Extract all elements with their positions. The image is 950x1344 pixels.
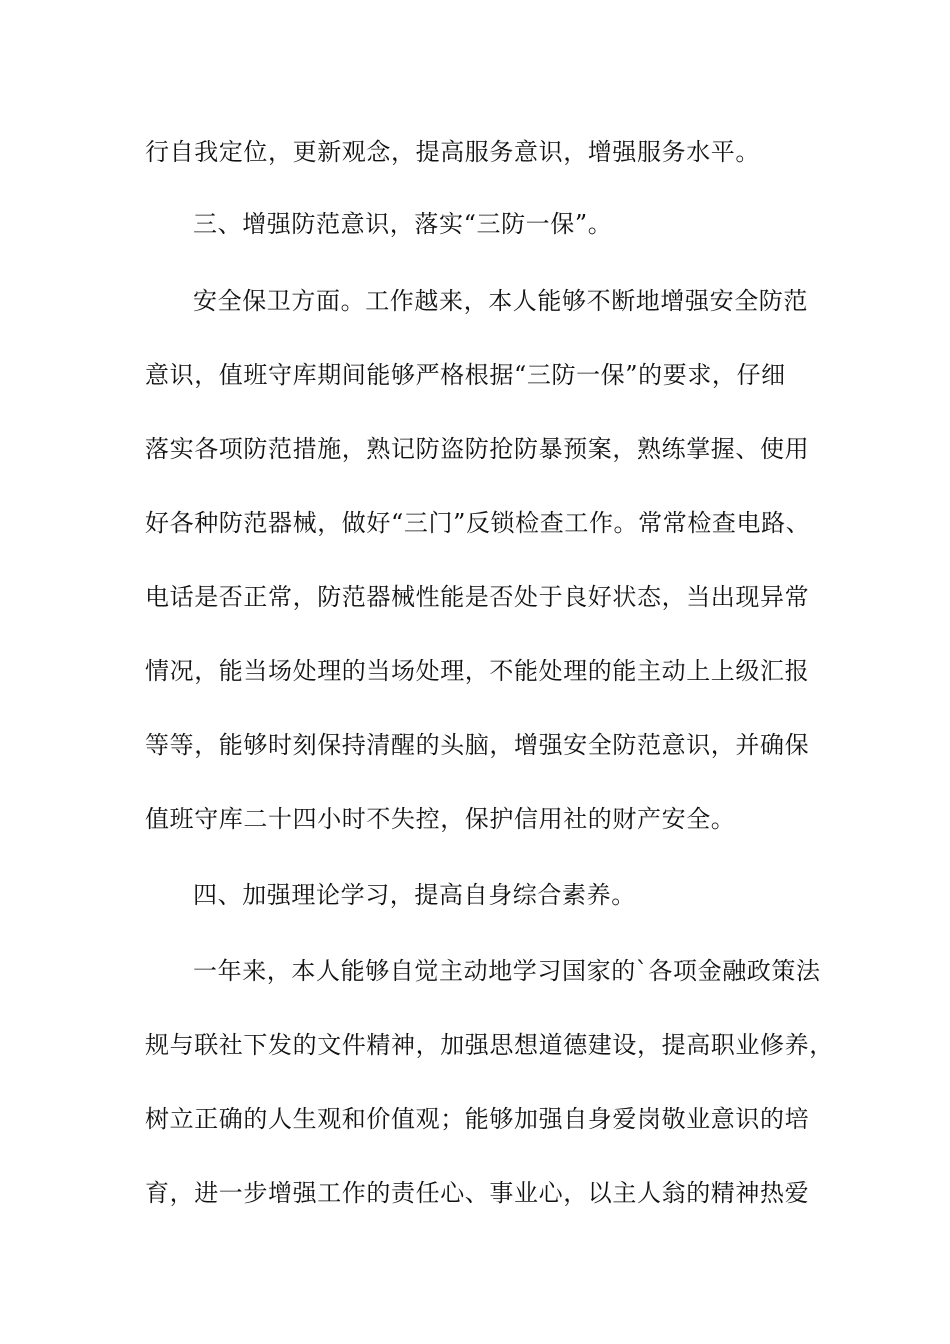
text-line: 安全保卫方面。工作越来，本人能够不断地增强安全防范	[193, 287, 808, 315]
text-line: 规与联社下发的文件精神，加强思想道德建设，提高职业修养，	[145, 1031, 834, 1059]
text-line: 值班守库二十四小时不失控，保护信用社的财产安全。	[145, 805, 736, 833]
text-line: 等等，能够时刻保持清醒的头脑，增强安全防范意识，并确保	[145, 731, 810, 759]
text-line: 情况，能当场处理的当场处理，不能处理的能主动上上级汇报	[145, 657, 810, 685]
text-line: 行自我定位，更新观念，提高服务意识，增强服务水平。	[145, 138, 760, 166]
section-heading: 四、加强理论学习，提高自身综合素养。	[193, 881, 636, 909]
text-line: 树立正确的人生观和价值观；能够加强自身爱岗敬业意识的培	[145, 1105, 810, 1133]
text-line: 育，进一步增强工作的责任心、事业心，以主人翁的精神热爱	[145, 1179, 810, 1207]
text-line: 好各种防范器械，做好“三门”反锁检查工作。常常检查电路、	[145, 509, 811, 537]
section-heading: 三、增强防范意识，落实“三防一保”。	[193, 210, 613, 238]
text-line: 落实各项防范措施，熟记防盗防抢防暴预案，熟练掌握、使用	[145, 435, 810, 463]
text-line: 意识，值班守库期间能够严格根据“三防一保”的要求，仔细	[145, 361, 786, 389]
text-line: 一年来，本人能够自觉主动地学习国家的`各项金融政策法	[193, 957, 821, 985]
text-line: 电话是否正常，防范器械性能是否处于良好状态，当出现异常	[145, 583, 810, 611]
